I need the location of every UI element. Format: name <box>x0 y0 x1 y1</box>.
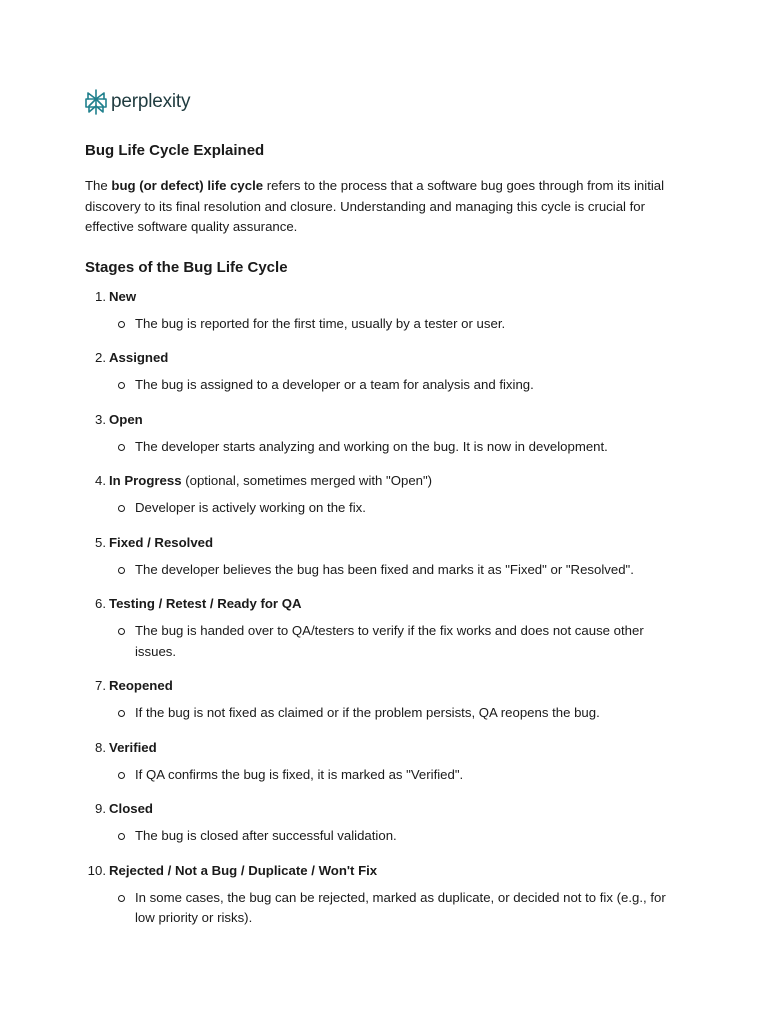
stage-description <box>109 826 685 847</box>
stage-name: Fixed / Resolved <box>109 534 214 550</box>
stage-description <box>109 437 685 458</box>
stage-description-list <box>109 765 685 786</box>
stage-number: 2. <box>95 350 106 365</box>
circle-bullet-icon <box>118 710 125 717</box>
circle-bullet-icon <box>118 382 125 389</box>
circle-bullet-icon <box>118 628 125 635</box>
stage-number: 8. <box>95 739 106 755</box>
stage-description-text: If QA confirms the bug is fixed, it is marked as "Verified". <box>135 766 464 782</box>
stage-description-text: In some cases, the bug can be rejected, marked as duplicate, or decided not to fix (e.g., for low priority or risks). <box>135 889 666 925</box>
stage-description <box>109 703 685 724</box>
stage-description-list <box>109 826 685 847</box>
circle-bullet-icon <box>118 772 125 779</box>
stage-description <box>109 498 685 519</box>
stage-number: 3. <box>95 411 106 427</box>
circle-bullet-icon <box>118 895 125 902</box>
stage-number: 4. <box>95 473 106 488</box>
stage-description-text: The developer starts analyzing and working on the bug. It is now in development. <box>135 438 608 454</box>
stage-description-text: The bug is reported for the first time, usually by a tester or user. <box>135 315 506 331</box>
stage-name: In Progress <box>109 473 182 488</box>
stage-name: Assigned <box>109 350 169 365</box>
stage-description-list <box>109 437 685 458</box>
stage-description-list <box>109 703 685 724</box>
intro-prefix: The <box>85 178 112 193</box>
stage-description-text: Developer is actively working on the fix. <box>135 500 366 515</box>
stages-list <box>85 287 685 929</box>
stage-description <box>109 314 685 335</box>
stage-description-list <box>109 621 685 662</box>
document-page <box>85 88 685 943</box>
stage-item <box>85 799 685 847</box>
circle-bullet-icon <box>118 444 125 451</box>
circle-bullet-icon <box>118 833 125 840</box>
circle-bullet-icon <box>118 321 125 328</box>
circle-bullet-icon <box>118 505 125 512</box>
stage-description <box>109 765 685 786</box>
stage-description-text: The bug is closed after successful validation. <box>135 828 397 843</box>
brand-header <box>85 88 685 116</box>
stage-description-list <box>109 375 685 396</box>
stage-note: (optional, sometimes merged with "Open") <box>181 473 433 488</box>
stage-number: 6. <box>95 596 106 611</box>
stage-description <box>109 888 685 929</box>
brand-name: perplexity <box>111 91 191 112</box>
stage-item <box>85 348 685 396</box>
stage-item <box>85 594 685 662</box>
stages-heading: Stages of the Bug Life Cycle <box>85 258 288 276</box>
stage-name: Verified <box>109 739 157 755</box>
stage-description-list <box>109 560 685 581</box>
circle-bullet-icon <box>118 567 125 574</box>
stage-number: 10. <box>87 862 106 878</box>
stage-item <box>85 676 685 724</box>
stage-number: 7. <box>95 678 106 693</box>
stage-item <box>85 861 685 929</box>
intro-paragraph <box>85 176 685 238</box>
perplexity-logo-icon <box>85 89 107 115</box>
stage-item <box>85 287 685 335</box>
stage-name: New <box>109 288 137 304</box>
stage-description <box>109 560 685 581</box>
stage-name: Closed <box>109 801 153 816</box>
stage-item <box>85 738 685 786</box>
stage-number: 1. <box>95 288 106 304</box>
stage-description-text: The developer believes the bug has been fixed and marks it as "Fixed" or "Resolved". <box>135 561 634 577</box>
stage-description <box>109 621 685 662</box>
stage-description-text: The bug is handed over to QA/testers to verify if the fix works and does not cause other issues. <box>135 623 644 659</box>
stage-description <box>109 375 685 396</box>
intro-suffix: refers to the process that a software bug goes through from its initial discovery to its final resolution and closure. Understanding and managing this cycle is crucial for effective software quality assurance. <box>85 178 665 234</box>
stage-item <box>85 533 685 581</box>
stage-number: 9. <box>95 801 106 816</box>
stage-item <box>85 471 685 519</box>
page-title: Bug Life Cycle Explained <box>85 142 265 159</box>
stage-description-text: If the bug is not fixed as claimed or if the problem persists, QA reopens the bug. <box>135 705 600 720</box>
intro-bold-term: bug (or defect) life cycle <box>111 178 264 193</box>
stage-description-text: The bug is assigned to a developer or a team for analysis and fixing. <box>135 377 534 392</box>
stage-item <box>85 410 685 458</box>
stage-description-list <box>109 888 685 929</box>
stage-number: 5. <box>95 534 106 550</box>
stage-name: Reopened <box>109 678 173 693</box>
stage-name: Open <box>109 411 143 427</box>
stage-description-list <box>109 314 685 335</box>
stage-name: Testing / Retest / Ready for QA <box>109 596 302 611</box>
stage-name: Rejected / Not a Bug / Duplicate / Won't Fix <box>109 862 378 878</box>
stage-description-list <box>109 498 685 519</box>
